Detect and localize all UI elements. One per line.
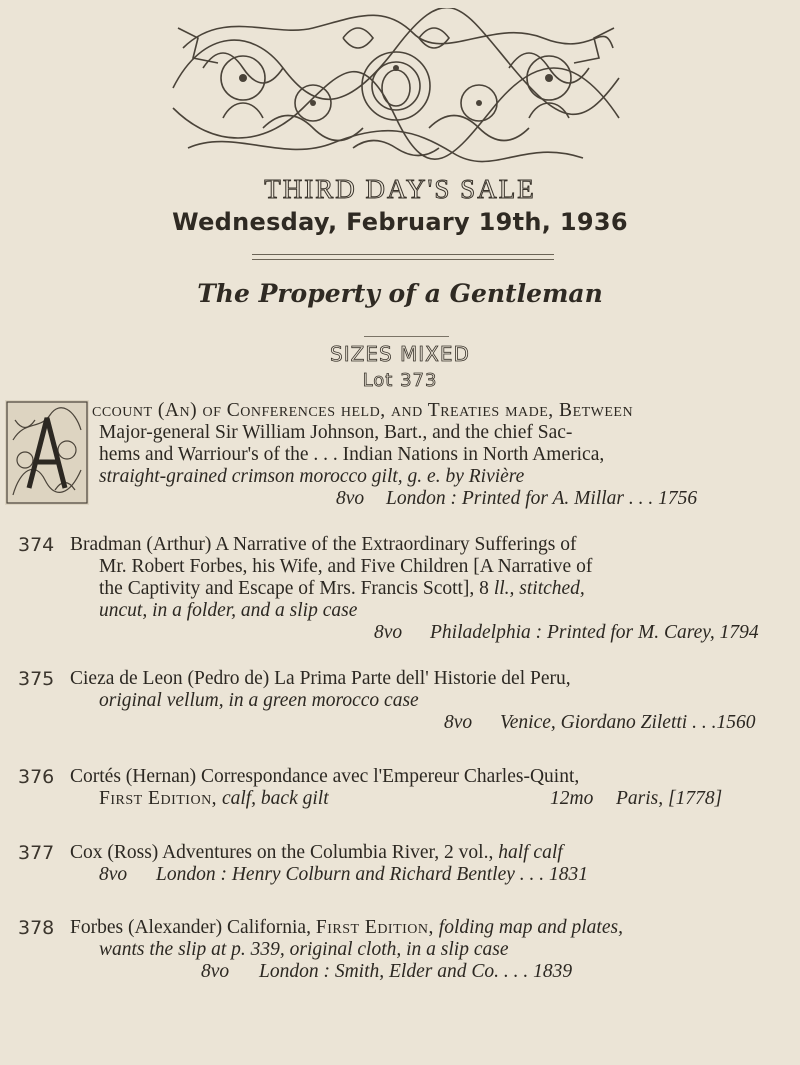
entry-edition: First Edition,	[99, 788, 218, 809]
entry-line: Mr. Robert Forbes, his Wife, and Five Children [A Narrative of	[99, 556, 593, 577]
entry-line: hems and Warriour's of the . . . Indian Nations in North America,	[99, 444, 605, 465]
lot-entry-375	[18, 668, 788, 738]
lot-number: 378	[18, 917, 55, 939]
entry-binding: straight-grained crimson morocco gilt, g. e. by Rivière	[99, 466, 525, 487]
lot-entry-376	[18, 766, 788, 816]
lot-number: 374	[18, 534, 55, 556]
lot-entry-377	[18, 842, 788, 892]
entry-format: 8vo	[444, 712, 473, 733]
sale-title: THIRD DAY'S SALE	[264, 174, 536, 204]
entry-format: 8vo	[336, 488, 365, 509]
ornamental-header-engraving	[163, 8, 629, 168]
sale-date: Wednesday, February 19th, 1936	[172, 208, 628, 236]
entry-imprint: Paris, [1778]	[616, 788, 723, 809]
entry-line: ccount (An) of Conferences held, and Treaties made, Between	[92, 400, 634, 421]
entry-line: the Captivity and Escape of Mrs. Francis Scott], 8	[99, 578, 494, 599]
lot-number: 376	[18, 766, 55, 788]
entry-line: Cortés (Hernan) Correspondance avec l'Empereur Charles-Quint,	[70, 766, 580, 787]
lot-label: Lot 373	[362, 370, 438, 391]
entry-format: 8vo	[374, 622, 403, 643]
entry-format: 8vo	[99, 864, 128, 885]
lot-entry-373	[0, 400, 800, 510]
entry-binding: uncut, in a folder, and a slip case	[99, 600, 358, 621]
entry-edition: First Edition,	[315, 917, 434, 938]
entry-binding: calf, back gilt	[221, 788, 329, 809]
entry-imprint: London : Henry Colburn and Richard Bentley . . . 1831	[156, 864, 589, 885]
entry-binding: ll., stitched,	[493, 578, 585, 599]
entry-line: Cieza de Leon (Pedro de) La Prima Parte dell' Historie del Peru,	[70, 668, 571, 689]
entry-format: 8vo	[201, 961, 230, 982]
entry-binding: original vellum, in a green morocco case	[99, 690, 419, 711]
lot-entry-374	[18, 534, 788, 644]
entry-binding: wants the slip at p. 339, original cloth, in a slip case	[99, 939, 509, 960]
property-heading: The Property of a Gentleman	[197, 279, 603, 308]
entry-imprint: London : Printed for A. Millar . . . 1756	[386, 488, 698, 509]
entry-binding: folding map and plates,	[438, 917, 623, 938]
entry-line: Bradman (Arthur) A Narrative of the Extraordinary Sufferings of	[70, 534, 577, 555]
entry-format: 12mo	[550, 788, 594, 809]
entry-imprint: London : Smith, Elder and Co. . . . 1839	[259, 961, 573, 982]
lot-entry-378	[18, 917, 788, 987]
entry-line: Major-general Sir William Johnson, Bart., and the chief Sac-	[99, 422, 573, 443]
short-rule-divider	[364, 336, 449, 337]
double-rule-divider	[252, 254, 554, 260]
entry-line: Forbes (Alexander) California,	[70, 917, 311, 938]
lot-number: 375	[18, 668, 55, 690]
section-heading: SIZES MIXED	[330, 342, 470, 366]
entry-imprint: Philadelphia : Printed for M. Carey, 1794	[430, 622, 759, 643]
entry-imprint: Venice, Giordano Ziletti . . .1560	[500, 712, 756, 733]
lot-number: 377	[18, 842, 55, 864]
entry-binding: half calf	[498, 842, 563, 863]
entry-line: Cox (Ross) Adventures on the Columbia River, 2 vol.,	[70, 842, 494, 863]
